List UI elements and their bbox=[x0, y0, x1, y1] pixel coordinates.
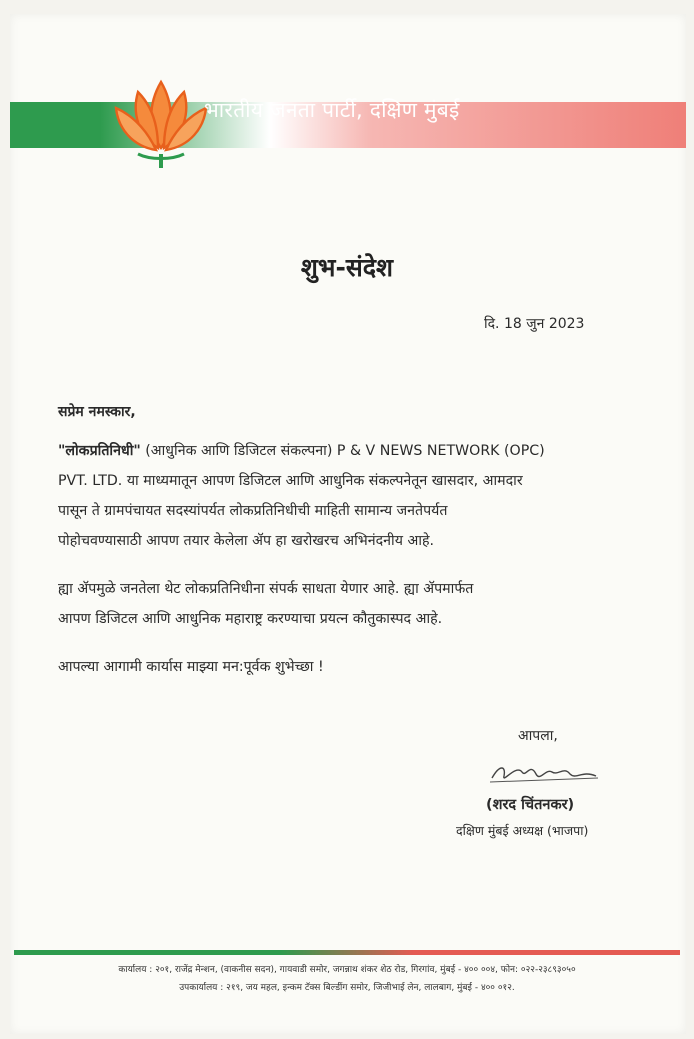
paragraph-2-line-2: आपण डिजिटल आणि आधुनिक महाराष्ट्र करण्याचा प्रयत्न कौतुकास्पद आहे. bbox=[58, 611, 443, 627]
paragraph-1-line-3: पासून ते ग्रामपंचायत सदस्यांपर्यत लोकप्रतिनिधीची माहिती सामान्य जनतेपर्यत bbox=[58, 503, 448, 519]
sign-off: आपला, bbox=[518, 728, 558, 744]
party-name: भारतीय जनता पार्टी, दक्षिण मुंबई bbox=[204, 98, 460, 122]
paragraph-1-line-1-rest: (आधुनिक आणि डिजिटल संकल्पना) P & V NEWS NETWORK (OPC) bbox=[140, 443, 545, 459]
footer-sub-office-address: उपकार्यालय : २१९, जय महल, इन्कम टॅक्स बिल्डींग समोर, जिजीभाई लेन, लालबाग, मुंबई - ४०० ०१२. bbox=[179, 983, 515, 993]
signer-name: (शरद चिंतनकर) bbox=[486, 797, 575, 813]
signature-image bbox=[486, 754, 602, 788]
footer-office-address: कार्यालय : २०१, राजेंद्र मेन्शन, (वाकनीस सदन), गायवाडी समोर, जगन्नाथ शंकर शेठ रोड, गिरगांव, मुंबई - ४०० ००४, फोन: ०२२-२३८९३०५० bbox=[118, 965, 576, 975]
greeting: सप्रेम नमस्कार, bbox=[58, 404, 136, 420]
paragraph-3-line-1: आपल्या आगामी कार्यास माझ्या मन:पूर्वक शुभेच्छा ! bbox=[58, 659, 324, 675]
lotus-logo-icon bbox=[108, 70, 214, 170]
paragraph-3 bbox=[58, 652, 640, 682]
letter-date: दि. 18 जुन 2023 bbox=[484, 316, 585, 332]
paragraph-2 bbox=[58, 574, 640, 634]
paragraph-1-line-1 bbox=[58, 436, 640, 466]
letter-title: शुभ-संदेश bbox=[300, 253, 394, 282]
paragraph-1-line-4: पोहोचवण्यासाठी आपण तयार केलेला ॲप हा खरोखरच अभिनंदनीय आहे. bbox=[58, 533, 434, 549]
paragraph-1-line-2: PVT. LTD. या माध्यमातून आपण डिजिटल आणि आधुनिक संकल्पनेतून खासदार, आमदार bbox=[58, 473, 523, 489]
signer-designation: दक्षिण मुंबई अध्यक्ष (भाजपा) bbox=[456, 823, 589, 838]
app-name: "लोकप्रतिनिधी" bbox=[58, 443, 141, 459]
paragraph-1 bbox=[58, 436, 640, 556]
paragraph-2-line-1: ह्या ॲपमुळे जनतेला थेट लोकप्रतिनिधीना संपर्क साधता येणार आहे. ह्या ॲपमार्फत bbox=[58, 581, 474, 597]
footer-divider bbox=[14, 950, 680, 955]
